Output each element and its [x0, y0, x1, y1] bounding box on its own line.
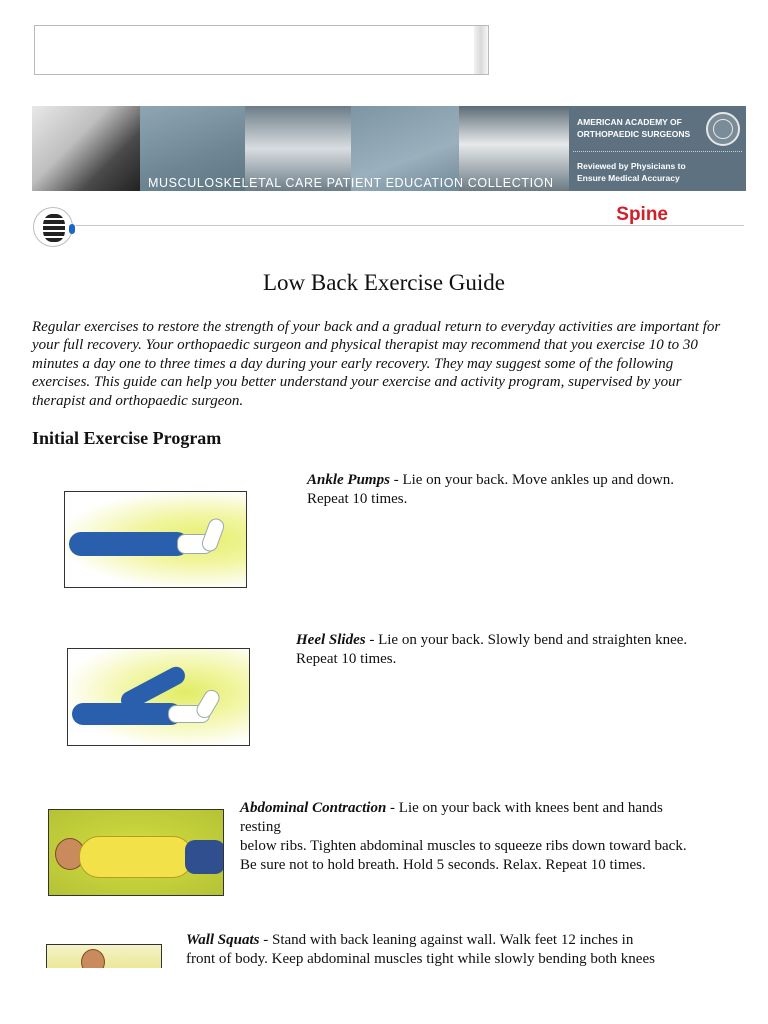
exercise-desc-line: Lie on your back. Slowly bend and straighten knee. [378, 632, 688, 648]
exercise-wall-squats [186, 931, 706, 969]
exercise-separator: - [389, 472, 403, 488]
heel-slides-illustration [67, 648, 250, 746]
exercise-name: Wall Squats [186, 932, 260, 948]
exercise-ankle-pumps [307, 471, 727, 509]
section-heading: Initial Exercise Program [32, 428, 222, 448]
collection-label: MUSCULOSKELETAL CARE PATIENT EDUCATION COLLECTION [148, 176, 554, 190]
exercise-desc-line: Lie on your back with knees bent and hands [398, 800, 663, 816]
exercise-name: Heel Slides [296, 632, 366, 648]
exercise-desc-line: Repeat 10 times. [307, 491, 408, 507]
exercise-desc-line: below ribs. Tighten abdominal muscles to squeeze ribs down toward back. [240, 838, 687, 854]
review-note-line2: Ensure Medical Accuracy [577, 173, 680, 183]
exercise-separator: - [365, 632, 379, 648]
aaos-seal-icon [706, 112, 740, 146]
org-name-line1: AMERICAN ACADEMY OF [577, 117, 682, 127]
exercise-desc-line: Lie on your back. Move ankles up and down. [402, 472, 675, 488]
exercise-desc-line: Be sure not to hold breath. Hold 5 seconds. Relax. Repeat 10 times. [240, 857, 646, 873]
exercise-desc-line: Stand with back leaning against wall. Walk feet 12 inches in [272, 932, 634, 948]
review-note-line1: Reviewed by Physicians to [577, 161, 686, 171]
search-input-edge [474, 26, 488, 74]
org-name-line2: ORTHOPAEDIC SURGEONS [577, 129, 691, 139]
spine-logo-icon [33, 207, 73, 247]
header-banner [32, 106, 746, 191]
leg-shape [69, 532, 189, 556]
review-note [577, 160, 707, 184]
pants-shape [185, 840, 224, 874]
section-label: Spine [616, 204, 668, 225]
exercise-name: Abdominal Contraction [240, 800, 387, 816]
banner-dotted-rule [573, 151, 742, 152]
exercise-heel-slides [296, 631, 736, 669]
page-title: Low Back Exercise Guide [262, 270, 506, 295]
exercise-abdominal-contraction [240, 799, 720, 875]
banner-org-panel [569, 106, 746, 191]
abdominal-contraction-illustration [48, 809, 224, 896]
exercise-desc-line: resting [240, 819, 281, 835]
banner-photo-doctor-patient [32, 106, 140, 191]
intro-paragraph: Regular exercises to restore the strength of your back and a gradual return to everyday activities are important for your full recovery. Your orthopaedic surgeon and physical therapist may recommend that you exercise 10 to 30 minutes a day one to three times a day during your early recovery. They may suggest some of the following exercises. This guide can help you better understand your exercise and activity program, supervised by your therapist and orthopaedic surgeon. [32, 319, 721, 409]
exercise-desc-line: Repeat 10 times. [296, 651, 397, 667]
org-name [577, 116, 697, 140]
page-bottom-clip [0, 968, 768, 1024]
exercise-separator: - [259, 932, 272, 948]
foot-shape [200, 516, 227, 553]
exercise-name: Ankle Pumps [307, 472, 390, 488]
ankle-pumps-illustration [64, 491, 247, 588]
exercise-separator: - [386, 800, 399, 816]
foot-shape [194, 687, 223, 721]
search-input[interactable] [34, 25, 489, 75]
shirt-shape [79, 836, 193, 878]
exercise-desc-line: front of body. Keep abdominal muscles tight while slowly bending both knees [186, 951, 655, 967]
